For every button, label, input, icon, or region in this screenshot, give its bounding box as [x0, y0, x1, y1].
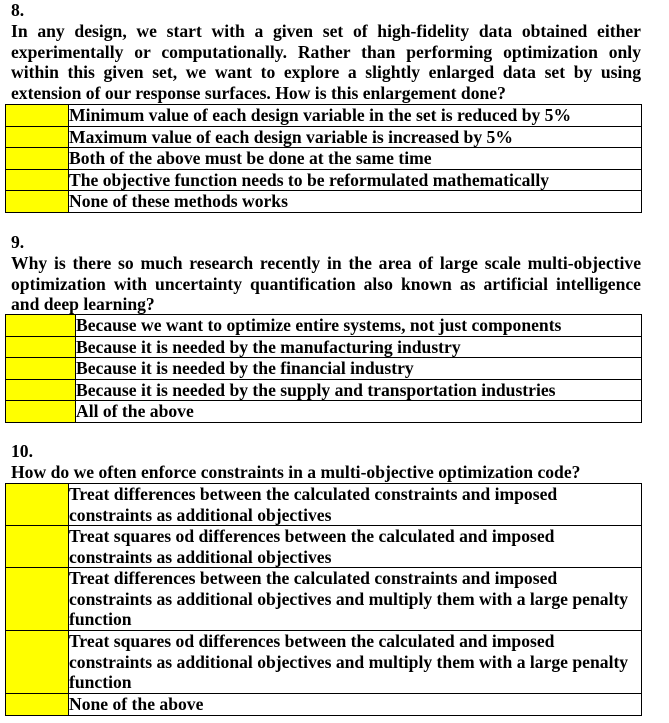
answer-option[interactable]	[6, 694, 642, 716]
answer-option[interactable]	[6, 169, 642, 191]
answer-checkbox[interactable]	[6, 484, 69, 526]
answer-checkbox[interactable]	[6, 126, 69, 148]
option-text: Because it is needed by the manufacturing industry	[76, 336, 642, 358]
answer-options-table	[5, 104, 642, 213]
answer-checkbox[interactable]	[6, 568, 69, 631]
option-text: Both of the above must be done at the same time	[69, 148, 642, 170]
question-number: 10.	[11, 441, 33, 461]
answer-checkbox[interactable]	[6, 148, 69, 170]
answer-checkbox[interactable]	[6, 336, 76, 358]
answer-option[interactable]	[6, 568, 642, 631]
answer-checkbox[interactable]	[6, 631, 69, 694]
answer-option[interactable]	[6, 379, 642, 401]
option-text: Minimum value of each design variable in the set is reduced by 5%	[69, 105, 642, 127]
answer-option[interactable]	[6, 148, 642, 170]
option-text: All of the above	[76, 401, 642, 423]
question-8	[11, 0, 641, 103]
option-text: Because it is needed by the supply and transportation industries	[76, 379, 642, 401]
answer-checkbox[interactable]	[6, 105, 69, 127]
option-text: Because we want to optimize entire systems, not just components	[76, 315, 642, 337]
answer-option[interactable]	[6, 315, 642, 337]
answer-checkbox[interactable]	[6, 315, 76, 337]
question-10	[11, 441, 641, 483]
answer-checkbox[interactable]	[6, 191, 69, 213]
question-9	[11, 232, 641, 315]
answer-option[interactable]	[6, 105, 642, 127]
answer-option[interactable]	[6, 126, 642, 148]
option-text: Treat differences between the calculated constraints and imposed constraints as additional objectives	[69, 484, 642, 526]
question-text: In any design, we start with a given set of high-fidelity data obtained either experimentally or computationally. Rather than performing optimization only within this given set, we want to explore a slightly enlarged data set by using extension of our response surfaces. How is this enlargement done?	[11, 21, 641, 103]
option-text: Treat squares od differences between the calculated and imposed constraints as additional objectives and multiply them with a large penalty function	[69, 631, 642, 694]
option-text: None of the above	[69, 694, 642, 716]
answer-option[interactable]	[6, 631, 642, 694]
answer-checkbox[interactable]	[6, 401, 76, 423]
answer-option[interactable]	[6, 401, 642, 423]
option-text: Treat squares od differences between the calculated and imposed constraints as additional objectives	[69, 526, 642, 568]
option-text: None of these methods works	[69, 191, 642, 213]
question-text: Why is there so much research recently in the area of large scale multi-objective optimization with uncertainty quantification also known as artificial intelligence and deep learning?	[11, 253, 641, 314]
answer-checkbox[interactable]	[6, 169, 69, 191]
answer-option[interactable]	[6, 526, 642, 568]
answer-checkbox[interactable]	[6, 526, 69, 568]
answer-option[interactable]	[6, 484, 642, 526]
answer-checkbox[interactable]	[6, 379, 76, 401]
answer-options-table	[5, 314, 642, 423]
answer-option[interactable]	[6, 336, 642, 358]
option-text: The objective function needs to be reformulated mathematically	[69, 169, 642, 191]
option-text: Maximum value of each design variable is increased by 5%	[69, 126, 642, 148]
option-text: Treat differences between the calculated constraints and imposed constraints as additional objectives and multiply them with a large penalty function	[69, 568, 642, 631]
option-text: Because it is needed by the financial industry	[76, 358, 642, 380]
answer-option[interactable]	[6, 191, 642, 213]
answer-checkbox[interactable]	[6, 694, 69, 716]
question-number: 9.	[11, 232, 25, 252]
answer-option[interactable]	[6, 358, 642, 380]
question-number: 8.	[11, 0, 25, 20]
question-text: How do we often enforce constraints in a multi-objective optimization code?	[11, 462, 581, 482]
answer-checkbox[interactable]	[6, 358, 76, 380]
answer-options-table	[5, 483, 642, 716]
